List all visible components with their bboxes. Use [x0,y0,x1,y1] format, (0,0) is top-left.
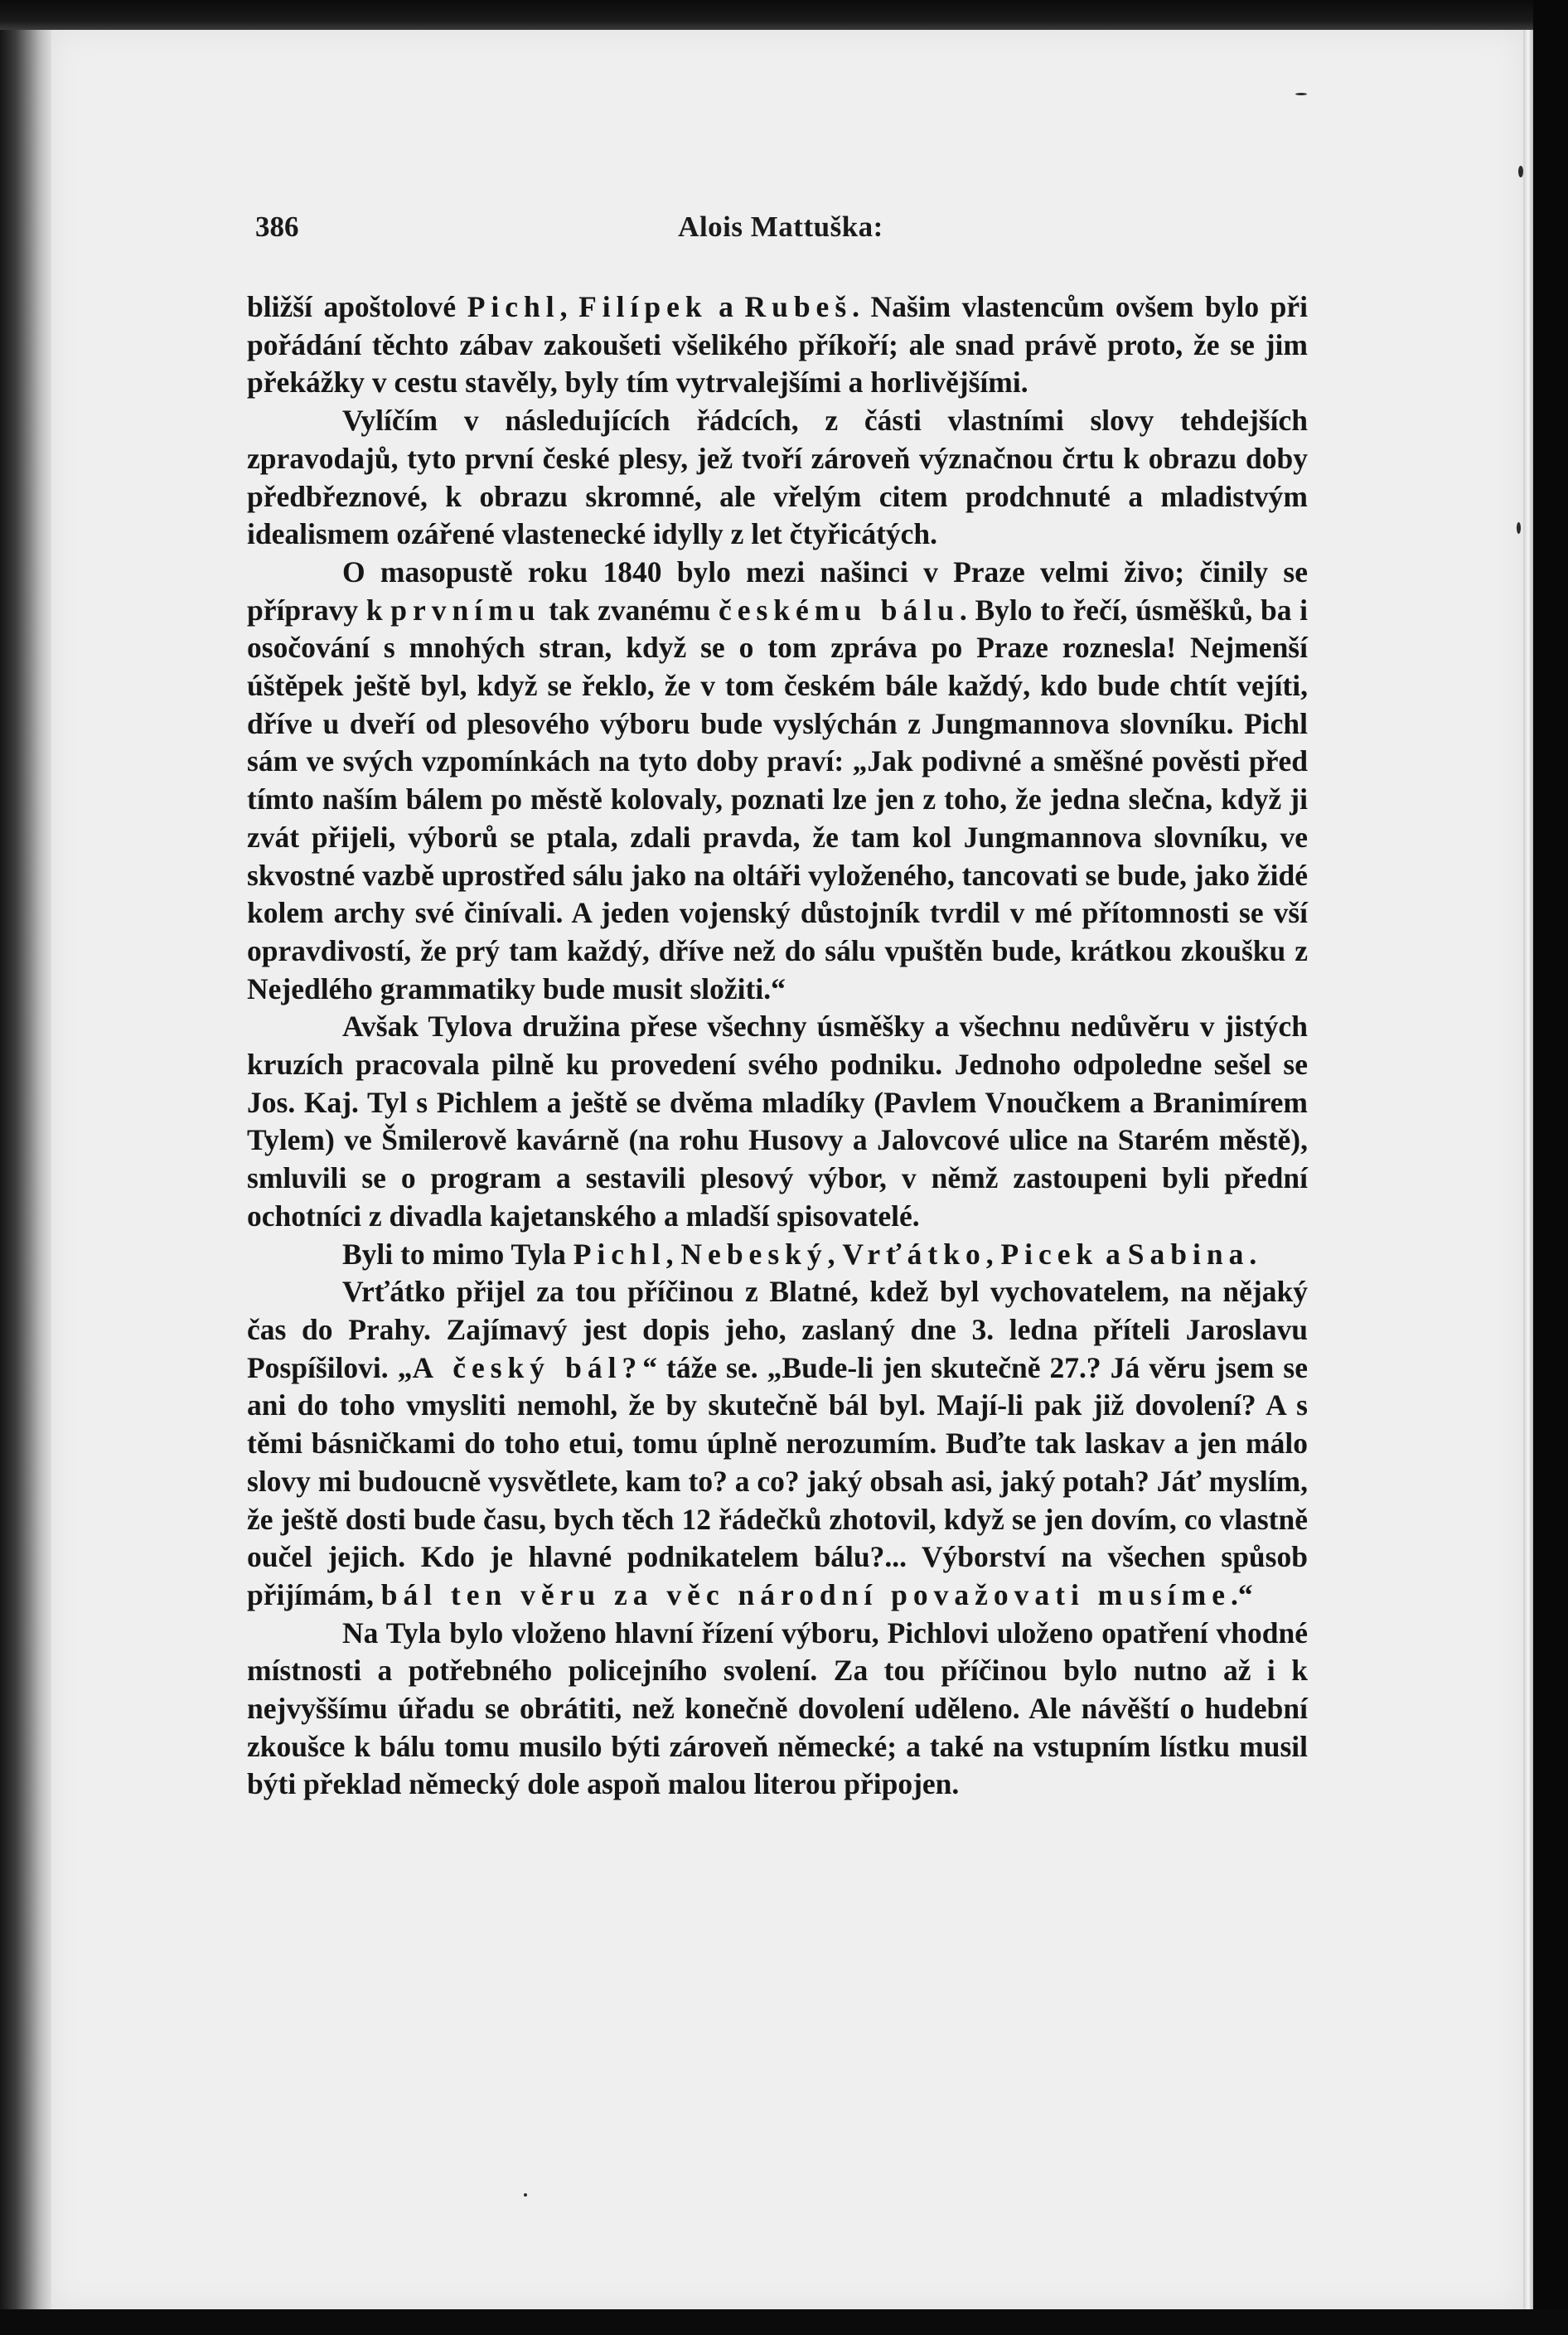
paragraph [247,554,1308,1008]
text-run: bližší apoštolové [247,290,467,323]
dust-speck [1518,166,1523,177]
text-run: . [1249,1237,1257,1271]
spaced-emphasis: Pichl [573,1237,666,1271]
spaced-emphasis: Vrťátko [842,1237,986,1271]
running-head: Alois Mattuška: [678,211,883,243]
page-right-edge [1523,30,1533,2309]
dust-speck [524,2193,527,2197]
text-run: , [665,1237,681,1271]
text-run: . Bylo to řečí, úsměšků, ba i osočování s mnohých stran, když se o tom zpráva po Praze roznesla! Nejmenší úštěpek ještě byl, když se řeklo, že v tom českém bále každý, kdo bude chtít vejíti, dříve u dveří od plesového výboru bude vyslýchán z Jungmannova slovníku. Pichl sám ve svých vzpomínkách na tyto doby praví: „Jak podivné a směšné pověsti před tímto naším bálem po městě kolovaly, poznati lze jen z toho, že jedna slečna, když ji zvát přijeli, výborů se ptala, zdali pravda, že tam kol Jungmannova slovníku, ve skvostné vazbě uprostřed sálu jako na oltáři vyloženého, tancovati se bude, jako židé kolem archy své činívali. A jeden vojenský důstojník tvrdil v mé přítomnosti se vší opravdivostí, že prý tam každý, dříve než do sálu vpuštěn bude, krátkou zkoušku z Nejedlého grammatiky bude musit složiti.“ [247,593,1309,1005]
spaced-emphasis: českému bálu [718,593,960,627]
page-header [255,211,1306,249]
text-run: , [827,1237,843,1271]
dust-speck [1517,522,1521,534]
paragraph [247,288,1308,402]
text-run: , [559,290,579,323]
text-run: , [985,1237,1001,1271]
spaced-emphasis: Filípek [578,290,708,323]
scan-border-right [1533,0,1568,2335]
scan-border-top [0,0,1568,30]
text-run: .“ [1231,1577,1253,1611]
text-run: Na Tyla bylo vloženo hlavní řízení výboru, Pichlovi uloženo opatření vhodné místnosti a potřebného policejního svolení. Za tou příčinou bylo nutno až i k nejvyššímu úřadu se obrátiti, než konečně dovolení uděleno. Ale návěští o hudební zkoušce k bálu tomu musilo býti zároveň německé; a také na vstupním lístku musil býti překlad německý dole aspoň malou literou připojen. [247,1616,1308,1801]
text-run: Byli to mimo Tyla [342,1237,573,1271]
text-run: . Našim vlastencům ovšem bylo při pořádání těchto zábav zakoušeti všelikého příkoří; ale snad právě proto, že se jim překážky v cestu stavěly, byly tím vytrvalejšími a horlivějšími. [247,290,1309,400]
spaced-emphasis: Rubeš [744,290,853,323]
text-run: tak zvanému [540,593,719,627]
paragraph [247,402,1308,554]
text-run: Vrťátko přijel za tou příčinou z Blatné, kdež byl vychovatelem, na nějaký čas do Prahy. Zajímavý jest dopis jeho, zaslaný dne 3. ledna příteli Jaroslavu Pospíšilovi. „ [247,1275,1308,1384]
paragraph [247,1236,1308,1274]
spaced-emphasis: Picek [1000,1237,1099,1271]
spaced-emphasis: Pichl [467,290,560,323]
dust-speck [1295,93,1307,95]
text-run: O masopustě roku 1840 bylo mezi našinci v Praze velmi živo; činily se přípravy k [247,555,1308,627]
paragraph [247,1615,1308,1805]
scan-border-bottom [0,2309,1568,2335]
page-number: 386 [255,211,299,243]
text-run: “ táže se. „Bude-li jen skutečně 27.? Já věru jsem se ani do toho vmysliti nemohl, že by skutečně bál byl. Mají-li pak již dovolení? A s těmi básničkami do toho etui, tomu úplně nerozumím. Buďte tak laskav a jen málo slovy mi budoucně vysvětlete, kam to? a co? jaký obsah asi, jaký potah? Jáť myslím, že ještě dosti bude času, bych těch 12 řádečků zhotovil, když se jen dovím, co vlastně oučel jejich. Kdo je hlavné podnikatelem bálu?... Výborství na všechen spůsob přijímám, [247,1350,1308,1611]
spaced-emphasis: prvnímu [390,593,541,627]
body-text [247,288,1308,1804]
paragraph [247,1008,1308,1235]
text-run: Vylíčím v následujících řádcích, z části vlastními slovy tehdejších zpravodajů, tyto první české plesy, jež tvoří zároveň význačnou črtu k obrazu doby předbřeznové, k obrazu skromné, ale vřelým citem prodchnuté a mladistvým idealismem ozářené vlastenecké idylly z let čtyřicátých. [247,404,1308,551]
text-run: Avšak Tylova družina přese všechny úsměšky a všechnu nedůvěru v jistých kruzích pracovala pilně ku provedení svého podniku. Jednoho odpoledne sešel se Jos. Kaj. Tyl s Pichlem a ještě se dvěma mladíky (Pavlem Vnoučkem a Branimírem Tylem) ve Šmilerově kavárně (na rohu Husovy a Jalovcové ulice na Starém městě), smluvili se o program a sestavili plesový výbor, v němž zastoupeni byli přední ochotníci z divadla kajetanského a mladší spisovatelé. [247,1010,1308,1233]
spaced-emphasis: bál ten věru za věc národní považovati musíme [380,1577,1231,1611]
text-run: a [1098,1237,1128,1271]
spaced-emphasis: Sabina [1127,1237,1250,1271]
spaced-emphasis: A český bál? [412,1350,643,1384]
text-run: a [707,290,745,323]
page-left-edge [0,30,51,2309]
paragraph [247,1273,1308,1614]
spaced-emphasis: Nebeský [680,1237,828,1271]
